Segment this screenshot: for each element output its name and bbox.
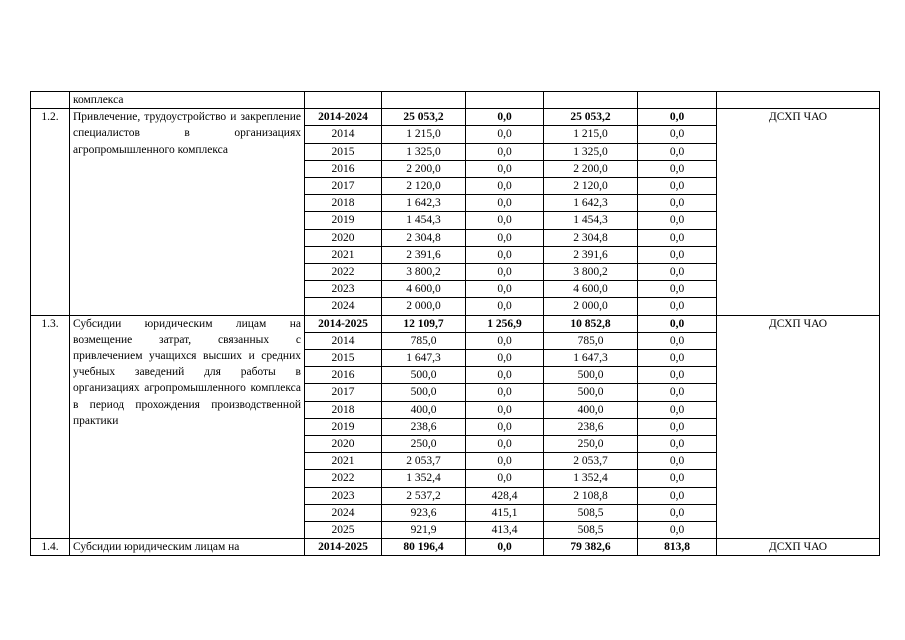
cell-total: 400,0 bbox=[382, 401, 466, 418]
table-row-total bbox=[31, 315, 880, 332]
cell-total: 4 600,0 bbox=[382, 281, 466, 298]
cell-regional: 500,0 bbox=[544, 367, 638, 384]
section-number: 1.4. bbox=[31, 539, 70, 556]
cell-federal: 415,1 bbox=[466, 504, 544, 521]
cell-regional: 500,0 bbox=[544, 384, 638, 401]
cell-other: 0,0 bbox=[638, 367, 717, 384]
cell-period: 2021 bbox=[305, 453, 382, 470]
cell-other: 0,0 bbox=[638, 504, 717, 521]
cell-total: 2 537,2 bbox=[382, 487, 466, 504]
cell-regional: 2 200,0 bbox=[544, 160, 638, 177]
cell-regional: 3 800,2 bbox=[544, 264, 638, 281]
cell-federal: 0,0 bbox=[466, 160, 544, 177]
cell-period: 2023 bbox=[305, 281, 382, 298]
row-number bbox=[31, 92, 70, 109]
cell-federal: 0,0 bbox=[466, 332, 544, 349]
cell-other: 813,8 bbox=[638, 539, 717, 556]
cell-total: 923,6 bbox=[382, 504, 466, 521]
cell-total: 1 642,3 bbox=[382, 195, 466, 212]
cell-total: 500,0 bbox=[382, 367, 466, 384]
cell-other: 0,0 bbox=[638, 436, 717, 453]
section-number: 1.2. bbox=[31, 109, 70, 315]
cell-total: 2 304,8 bbox=[382, 229, 466, 246]
cell-regional: 1 215,0 bbox=[544, 126, 638, 143]
table-row-total bbox=[31, 109, 880, 126]
cell-total: 1 215,0 bbox=[382, 126, 466, 143]
cell-regional: 238,6 bbox=[544, 418, 638, 435]
cell-other: 0,0 bbox=[638, 384, 717, 401]
cell-total: 1 352,4 bbox=[382, 470, 466, 487]
section-description: Субсидии юридическим лицам на bbox=[70, 539, 305, 556]
cell-federal: 0,0 bbox=[466, 229, 544, 246]
cell-period: 2020 bbox=[305, 229, 382, 246]
section-description: Субсидии юридическим лицам на возмещение затрат, связанных с привлечением учащихся высших и средних учебных заведений для работы в организациях агропромышленного комплекса в период прохождения производственной практики bbox=[70, 315, 305, 539]
cell-regional: 2 304,8 bbox=[544, 229, 638, 246]
cell-federal: 0,0 bbox=[466, 126, 544, 143]
cell-period: 2020 bbox=[305, 436, 382, 453]
cell-federal: 413,4 bbox=[466, 522, 544, 539]
cell-total: 2 391,6 bbox=[382, 246, 466, 263]
cell-other: 0,0 bbox=[638, 160, 717, 177]
cell-total: 785,0 bbox=[382, 332, 466, 349]
cell-period: 2017 bbox=[305, 384, 382, 401]
cell-regional: 1 352,4 bbox=[544, 470, 638, 487]
cell-total: 25 053,2 bbox=[382, 109, 466, 126]
cell-regional: 2 053,7 bbox=[544, 453, 638, 470]
cell-regional: 250,0 bbox=[544, 436, 638, 453]
cell-period: 2014-2024 bbox=[305, 109, 382, 126]
cell-federal: 0,0 bbox=[466, 109, 544, 126]
cell-period: 2023 bbox=[305, 487, 382, 504]
cell-regional: 2 120,0 bbox=[544, 178, 638, 195]
cell-other: 0,0 bbox=[638, 401, 717, 418]
cell-regional: 400,0 bbox=[544, 401, 638, 418]
cell-period: 2014 bbox=[305, 126, 382, 143]
cell-other: 0,0 bbox=[638, 143, 717, 160]
cell-regional: 508,5 bbox=[544, 522, 638, 539]
cell-period: 2022 bbox=[305, 470, 382, 487]
cell-federal: 1 256,9 bbox=[466, 315, 544, 332]
cell-other: 0,0 bbox=[638, 315, 717, 332]
cell-other: 0,0 bbox=[638, 229, 717, 246]
cell-period: 2019 bbox=[305, 212, 382, 229]
cell-other: 0,0 bbox=[638, 332, 717, 349]
cell-federal: 0,0 bbox=[466, 539, 544, 556]
cell-period: 2022 bbox=[305, 264, 382, 281]
cell-other: 0,0 bbox=[638, 178, 717, 195]
cell-total: 2 000,0 bbox=[382, 298, 466, 315]
cell-regional: 1 642,3 bbox=[544, 195, 638, 212]
cell-other: 0,0 bbox=[638, 522, 717, 539]
cell-total: 1 647,3 bbox=[382, 350, 466, 367]
cell-total: 3 800,2 bbox=[382, 264, 466, 281]
cell-federal: 0,0 bbox=[466, 384, 544, 401]
cell-other: 0,0 bbox=[638, 264, 717, 281]
cell-other: 0,0 bbox=[638, 281, 717, 298]
table-row-total bbox=[31, 539, 880, 556]
cell-regional: 25 053,2 bbox=[544, 109, 638, 126]
cell-federal: 0,0 bbox=[466, 281, 544, 298]
cell-federal: 0,0 bbox=[466, 453, 544, 470]
cell-total: 80 196,4 bbox=[382, 539, 466, 556]
cell-regional: 4 600,0 bbox=[544, 281, 638, 298]
cell-federal: 0,0 bbox=[466, 436, 544, 453]
cell-period: 2021 bbox=[305, 246, 382, 263]
cell-period: 2016 bbox=[305, 160, 382, 177]
cell-regional: 508,5 bbox=[544, 504, 638, 521]
cell-federal: 0,0 bbox=[466, 350, 544, 367]
cell-federal: 0,0 bbox=[466, 418, 544, 435]
cell-regional: 1 325,0 bbox=[544, 143, 638, 160]
cell-total: 1 454,3 bbox=[382, 212, 466, 229]
cell-other: 0,0 bbox=[638, 298, 717, 315]
cell-period: 2025 bbox=[305, 522, 382, 539]
budget-table bbox=[30, 91, 880, 556]
cell-total: 238,6 bbox=[382, 418, 466, 435]
section-executor: ДСХП ЧАО bbox=[717, 109, 880, 315]
cell-other: 0,0 bbox=[638, 453, 717, 470]
cell-federal: 0,0 bbox=[466, 401, 544, 418]
cell-total: 2 120,0 bbox=[382, 178, 466, 195]
cell-period: 2015 bbox=[305, 350, 382, 367]
cell-total: 500,0 bbox=[382, 384, 466, 401]
cell-other: 0,0 bbox=[638, 195, 717, 212]
cell-other: 0,0 bbox=[638, 246, 717, 263]
cell-period: 2016 bbox=[305, 367, 382, 384]
cell-regional: 2 000,0 bbox=[544, 298, 638, 315]
cell-period: 2019 bbox=[305, 418, 382, 435]
cell-federal: 0,0 bbox=[466, 195, 544, 212]
cell-other: 0,0 bbox=[638, 487, 717, 504]
cell-period: 2018 bbox=[305, 401, 382, 418]
cell-regional: 1 454,3 bbox=[544, 212, 638, 229]
cell-federal: 0,0 bbox=[466, 178, 544, 195]
cell-other: 0,0 bbox=[638, 126, 717, 143]
cell-total: 12 109,7 bbox=[382, 315, 466, 332]
cell-period: 2015 bbox=[305, 143, 382, 160]
cell-other: 0,0 bbox=[638, 418, 717, 435]
section-executor: ДСХП ЧАО bbox=[717, 539, 880, 556]
section-number: 1.3. bbox=[31, 315, 70, 539]
cell-federal: 0,0 bbox=[466, 470, 544, 487]
cell-period: 2014-2025 bbox=[305, 539, 382, 556]
cell-period: 2014 bbox=[305, 332, 382, 349]
cell-total: 2 200,0 bbox=[382, 160, 466, 177]
cell-regional: 10 852,8 bbox=[544, 315, 638, 332]
cell-federal: 0,0 bbox=[466, 246, 544, 263]
table-row-continuation bbox=[31, 92, 880, 109]
cell-federal: 0,0 bbox=[466, 367, 544, 384]
cell-period: 2014-2025 bbox=[305, 315, 382, 332]
cell-federal: 0,0 bbox=[466, 143, 544, 160]
cell-other: 0,0 bbox=[638, 212, 717, 229]
section-description: Привлечение, трудоустройство и закрепление специалистов в организациях агропромышленного комплекса bbox=[70, 109, 305, 315]
cell-other: 0,0 bbox=[638, 470, 717, 487]
cell-federal: 0,0 bbox=[466, 298, 544, 315]
cell-period: 2017 bbox=[305, 178, 382, 195]
cell-period: 2024 bbox=[305, 504, 382, 521]
cell-other: 0,0 bbox=[638, 109, 717, 126]
cell-regional: 2 108,8 bbox=[544, 487, 638, 504]
section-executor: ДСХП ЧАО bbox=[717, 315, 880, 539]
cell-regional: 2 391,6 bbox=[544, 246, 638, 263]
cell-federal: 0,0 bbox=[466, 212, 544, 229]
row-description: комплекса bbox=[70, 92, 305, 109]
cell-other: 0,0 bbox=[638, 350, 717, 367]
cell-regional: 79 382,6 bbox=[544, 539, 638, 556]
cell-total: 1 325,0 bbox=[382, 143, 466, 160]
cell-regional: 785,0 bbox=[544, 332, 638, 349]
cell-total: 921,9 bbox=[382, 522, 466, 539]
cell-period: 2024 bbox=[305, 298, 382, 315]
cell-period: 2018 bbox=[305, 195, 382, 212]
cell-federal: 428,4 bbox=[466, 487, 544, 504]
cell-federal: 0,0 bbox=[466, 264, 544, 281]
cell-regional: 1 647,3 bbox=[544, 350, 638, 367]
cell-total: 250,0 bbox=[382, 436, 466, 453]
cell-total: 2 053,7 bbox=[382, 453, 466, 470]
